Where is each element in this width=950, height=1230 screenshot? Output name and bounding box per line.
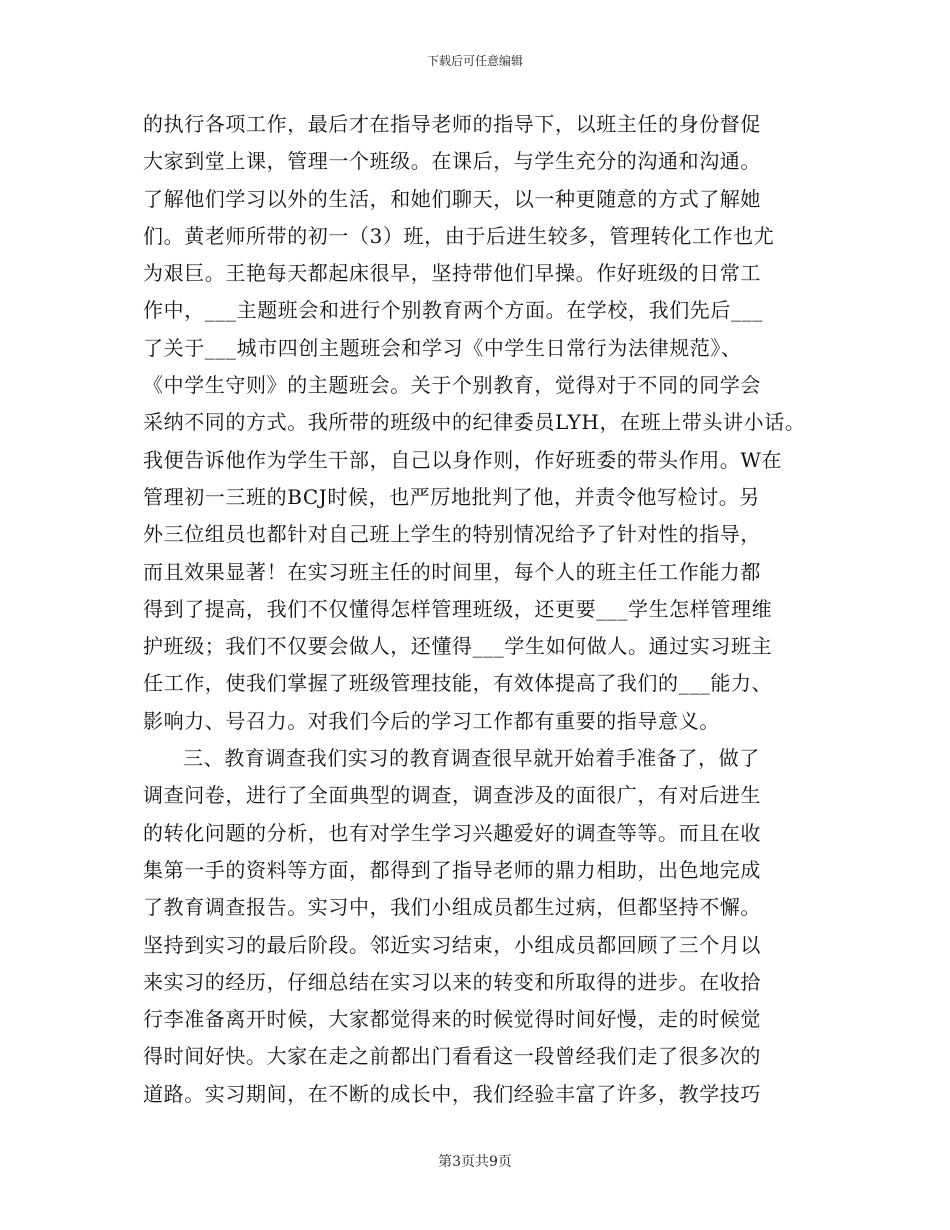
body-text [143, 106, 833, 1113]
text-line: 道路。实习期间，在不断的成长中，我们经验丰富了许多，教学技巧 [143, 1081, 761, 1106]
text-line: 了解他们学习以外的生活，和她们聊天，以一种更随意的方式了解她 [143, 186, 761, 211]
text-line: 了关于___城市四创主题班会和学习《中学生日常行为法律规范》、 [143, 335, 742, 360]
text-line: 的执行各项工作，最后才在指导老师的指导下，以班主任的身份督促 [143, 112, 761, 136]
text-line: 管理初一三班的BCJ时候，也严厉地批判了他，并责令他写检讨。另 [143, 484, 760, 509]
text-line: 作中，___主题班会和进行个别教育两个方面。在学校，我们先后___ [143, 298, 763, 323]
text-line: 而且效果显著！在实习班主任的时间里，每个人的班主任工作能力都 [143, 559, 761, 584]
page-number: 第3页共9页 [438, 1154, 512, 1170]
text-line: 调查问卷，进行了全面典型的调查，调查涉及的面很广，有对后进生 [143, 783, 761, 808]
text-line: 了教育调查报告。实习中，我们小组成员都生过病，但都坚持不懈。 [143, 895, 761, 920]
text-line: 得到了提高，我们不仅懂得怎样管理班级，还更要___学生怎样管理维 [143, 596, 773, 621]
text-line: 任工作，使我们掌握了班级管理技能，有效体提高了我们的___能力、 [143, 671, 773, 696]
text-line: 为艰巨。王艳每天都起床很早，坚持带他们早操。作好班级的日常工 [143, 261, 761, 286]
text-line: 护班级；我们不仅要会做人，还懂得___学生如何做人。通过实习班主 [143, 634, 773, 659]
text-line: 坚持到实习的最后阶段。邻近实习结束，小组成员都回顾了三个月以 [143, 932, 761, 957]
text-line: 影响力、号召力。对我们今后的学习工作都有重要的指导意义。 [143, 708, 720, 733]
text-line: 行李准备离开时候，大家都觉得来的时候觉得时间好慢，走的时候觉 [143, 1007, 761, 1032]
text-line: 《中学生守则》的主题班会。关于个别教育，觉得对于不同的同学会 [143, 373, 761, 398]
text-line: 们。黄老师所带的初一（3）班，由于后进生较多，管理转化工作也尤 [143, 223, 775, 248]
text-line: 来实习的经历，仔细总结在实习以来的转变和所取得的进步。在收拾 [143, 969, 761, 994]
text-line: 采纳不同的方式。我所带的班级中的纪律委员LYH，在班上带头讲小话。 [143, 410, 806, 435]
page-header: 下载后可任意编辑 [426, 54, 523, 68]
text-line: 外三位组员也都针对自己班上学生的特别情况给予了针对性的指导， [143, 522, 761, 547]
section-heading-line: 三、教育调查我们实习的教育调查很早就开始着手准备了，做了 [183, 746, 760, 771]
text-line: 大家到堂上课，管理一个班级。在课后，与学生充分的沟通和沟通。 [143, 149, 761, 174]
text-line: 得时间好快。大家在走之前都出门看看这一段曾经我们走了很多次的 [143, 1044, 761, 1069]
text-line: 的转化问题的分析，也有对学生学习兴趣爱好的调查等等。而且在收 [143, 820, 761, 845]
text-line: 集第一手的资料等方面，都得到了指导老师的鼎力相助，出色地完成 [143, 857, 761, 882]
text-line: 我便告诉他作为学生干部，自己以身作则，作好班委的带头作用。W在 [143, 447, 783, 472]
